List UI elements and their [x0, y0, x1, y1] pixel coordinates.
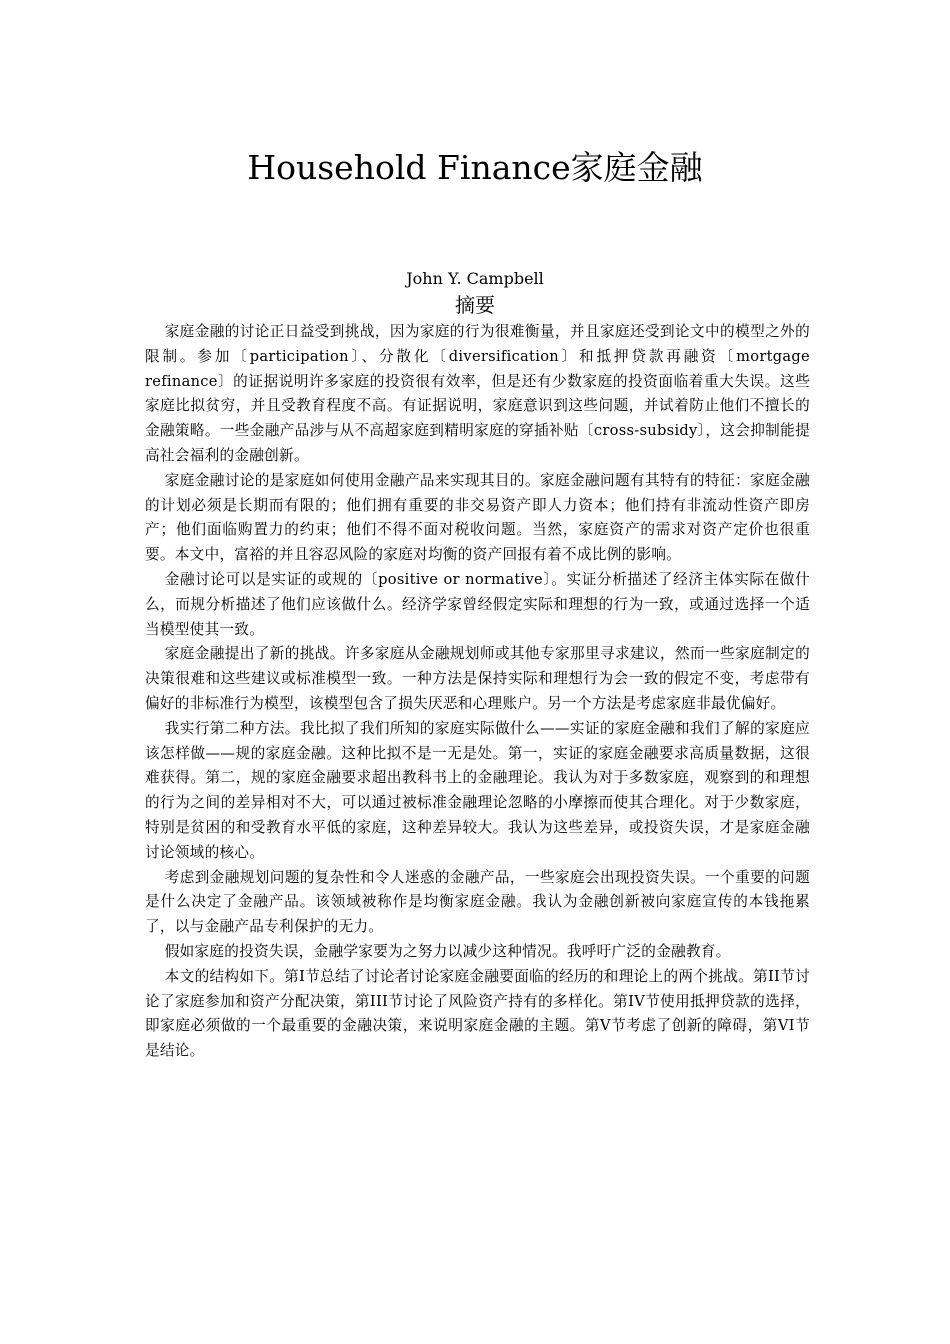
- paragraph: 假如家庭的投资失误，金融学家要为之努力以减少这种情况。我呼吁广泛的金融教育。: [164, 942, 731, 960]
- paragraph: 我实行第二种方法。我比拟了我们所知的家庭实际做什么——实证的家庭金融和我们了解的家庭应该怎样做——规的家庭金融。这种比拟不是一无是处。第一，实证的家庭金融要求高质量数据，这很难获得。第二，规的家庭金融要求超出教科书上的金融理论。我认为对于多数家庭，观察到的和理想的行为之间的差异相对不大，可以通过被标准金融理论忽略的小摩擦而使其合理化。对于少数家庭，特别是贫困的和受教育水平低的家庭，这种差异较大。我认为这些差异，或投资失误，才是家庭金融讨论领域的核心。: [145, 719, 810, 861]
- paragraph: 本文的结构如下。第I节总结了讨论者讨论家庭金融要面临的经历的和理论上的两个挑战。第II节讨论了家庭参加和资产分配决策，第III节讨论了风险资产持有的多样化。第IV节使用抵押贷款的选择，即家庭必须做的一个最重要的金融决策，来说明家庭金融的主题。第V节考虑了创新的障碍，第VI节是结论。: [145, 967, 810, 1060]
- paragraph: 金融讨论可以是实证的或规的〔positive or normative〕。实证分析描述了经济主体实际在做什么，而规分析描述了他们应该做什么。经济学家曾经假定实际和理想的行为一致，或通过选择一个适当模型使其一致。: [145, 570, 810, 638]
- paragraph: 家庭金融提出了新的挑战。许多家庭从金融规划师或其他专家那里寻求建议，然而一些家庭制定的决策很难和这些建议或标准模型一致。一种方法是保持实际和理想行为会一致的假定不变，考虑带有偏好的非标准行为模型，该模型包含了损失厌恶和心理账户。另一个方法是考虑家庭非最优偏好。: [145, 645, 810, 712]
- paragraph: 考虑到金融规划问题的复杂性和令人迷惑的金融产品，一些家庭会出现投资失误。一个重要的问题是什么决定了金融产品。该领域被称作是均衡家庭金融。我认为金融创新被向家庭宣传的本钱拖累了，以与金融产品专利保护的无力。: [145, 868, 810, 936]
- abstract-body: [145, 320, 810, 1064]
- abstract-heading: 摘要: [455, 293, 495, 317]
- paragraph: 家庭金融的讨论正日益受到挑战，因为家庭的行为很难衡量，并且家庭还受到论文中的模型之外的限制。参加〔participation〕、分散化〔diversification〕和抵押贷款再融资〔mortgage refinance〕的证据说明许多家庭的投资很有效率，但是还有少数家庭的投资面临着重大失误。这些家庭比拟贫穷，并且受教育程度不高。有证据说明，家庭意识到这些问题，并试着防止他们不擅长的金融策略。一些金融产品涉与从不高超家庭到精明家庭的穿插补贴〔cross-subsidy〕，这会抑制能提高社会福利的金融创新。: [145, 323, 810, 464]
- author-name: John Y. Campbell: [406, 269, 544, 288]
- document-title: Household Finance家庭金融: [247, 148, 703, 187]
- paragraph: 家庭金融讨论的是家庭如何使用金融产品来实现其目的。家庭金融问题有其特有的特征：家庭金融的计划必须是长期而有限的；他们拥有重要的非交易资产即人力资本；他们持有非流动性资产即房产；他们面临购置力的约束；他们不得不面对税收问题。当然，家庭资产的需求对资产定价也很重要。本文中，富裕的并且容忍风险的家庭对均衡的资产回报有着不成比例的影响。: [145, 471, 810, 564]
